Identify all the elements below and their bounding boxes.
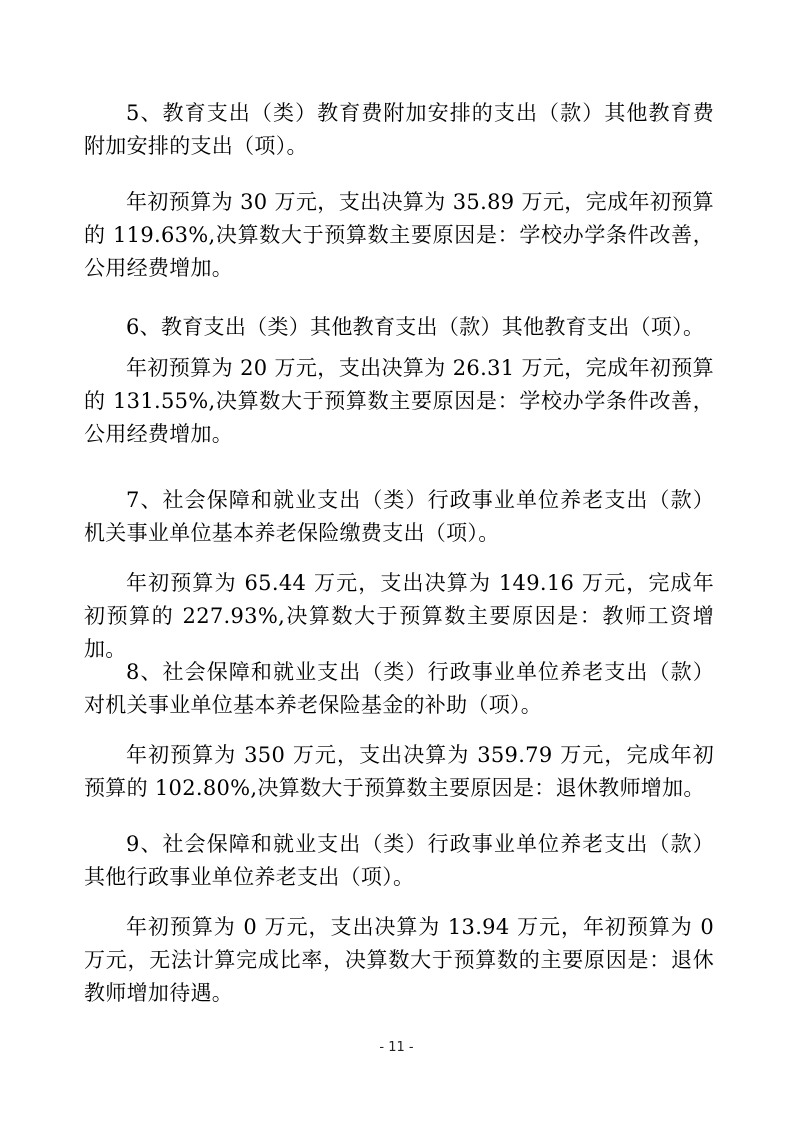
paragraph-item-9-detail: 年初预算为 0 万元，支出决算为 13.94 万元，年初预算为 0 万元，无法计算完成比率，决算数大于预算数的主要原因是：退休教师增加待遇。: [84, 915, 714, 1005]
paragraph-item-5-heading: 5、教育支出（类）教育费附加安排的支出（款）其他教育费附加安排的支出（项）。: [84, 101, 714, 158]
paragraph-item-6-detail: 年初预算为 20 万元，支出决算为 26.31 万元，完成年初预算的 131.55%,决算数大于预算数主要原因是：学校办学条件改善，公用经费增加。: [84, 356, 714, 446]
paragraph-item-5-detail: 年初预算为 30 万元，支出决算为 35.89 万元，完成年初预算的 119.63%,决算数大于预算数主要原因是：学校办学条件改善，公用经费增加。: [84, 190, 714, 280]
paragraph-item-7-detail: 年初预算为 65.44 万元，支出决算为 149.16 万元，完成年初预算的 227.93%,决算数大于预算数主要原因是：教师工资增加。: [84, 571, 714, 661]
paragraph-item-8-detail: 年初预算为 350 万元，支出决算为 359.79 万元，完成年初预算的 102.80%,决算数大于预算数主要原因是：退休教师增加。: [84, 743, 714, 800]
page-number: - 11 -: [379, 1040, 414, 1055]
paragraph-item-9-heading: 9、社会保障和就业支出（类）行政事业单位养老支出（款）其他行政事业单位养老支出（项）。: [84, 832, 714, 889]
paragraph-item-8-heading: 8、社会保障和就业支出（类）行政事业单位养老支出（款）对机关事业单位基本养老保险基金的补助（项）。: [84, 660, 714, 717]
paragraph-item-7-heading: 7、社会保障和就业支出（类）行政事业单位养老支出（款）机关事业单位基本养老保险缴费支出（项）。: [84, 488, 714, 545]
paragraph-item-6-heading: 6、教育支出（类）其他教育支出（款）其他教育支出（项）。: [126, 315, 705, 339]
